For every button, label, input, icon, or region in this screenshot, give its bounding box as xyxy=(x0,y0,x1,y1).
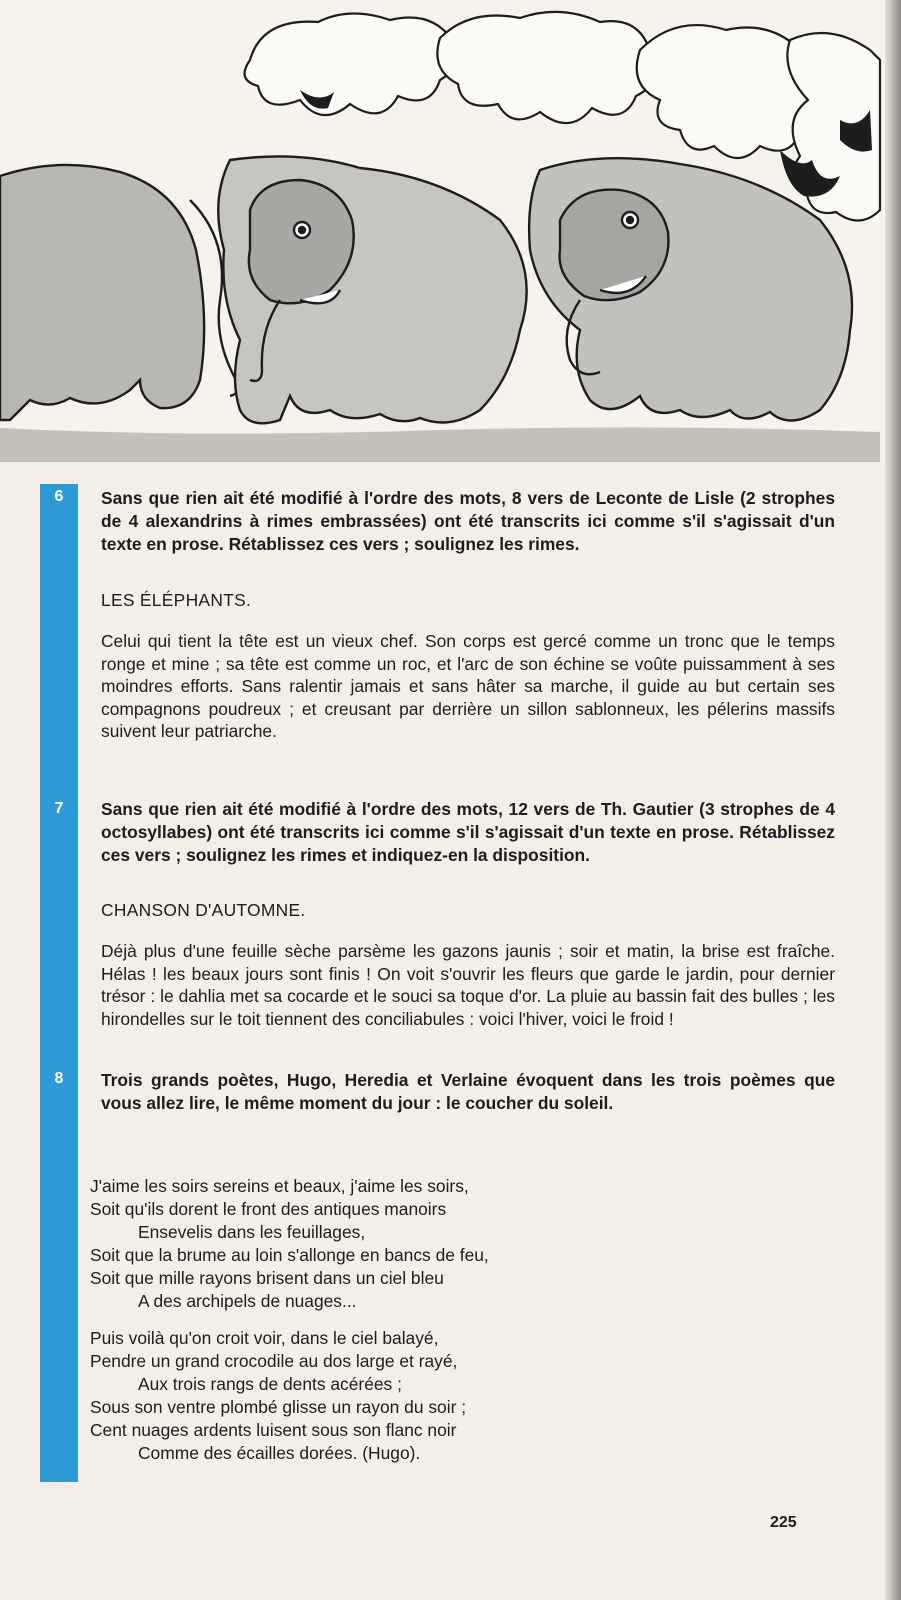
poem-line: Pendre un grand crocodile au dos large et rayé, xyxy=(90,1351,458,1371)
exercise-instruction: Sans que rien ait été modifié à l'ordre des mots, 8 vers de Leconte de Lisle (2 strophes de 4 alexandrins à rimes embrassées) ont été transcrits ici comme s'il s'agissait d'un texte en prose. Rétablissez ces vers ; soulignez les rimes. xyxy=(101,488,835,554)
poem-line: Sous son ventre plombé glisse un rayon du soir ; xyxy=(90,1397,467,1417)
poem-line: Soit que la brume au loin s'allonge en bancs de feu, xyxy=(90,1245,489,1265)
poem-line: Soit que mille rayons brisent dans un ciel bleu xyxy=(90,1268,444,1288)
exercise-number: 8 xyxy=(54,1070,64,1087)
page-number: 225 xyxy=(770,1514,797,1531)
exercise-margin-bar xyxy=(40,484,78,1482)
poem-line: A des archipels de nuages... xyxy=(138,1291,357,1311)
poem xyxy=(90,1175,790,1465)
text-title: LES ÉLÉPHANTS. xyxy=(101,590,252,610)
prose-text: Celui qui tient la tête est un vieux chef. Son corps est gercé comme un tronc que le temps ronge et mine ; sa tête est comme un roc, et l'arc de son échine se voûte puissamment à ses moindres efforts. Sans ralentir jamais et sans hâter sa marche, il guide au but certain ses compagnons poudreux ; et creusant par derrière un sillon sablonneux, les pélerins massifs suivent leur patriarche. xyxy=(101,631,835,741)
exercise-instruction: Trois grands poètes, Hugo, Heredia et Verlaine évoquent dans les trois poèmes que vous allez lire, le même moment du jour : le coucher du soleil. xyxy=(101,1070,835,1113)
page-edge xyxy=(885,0,901,1600)
poem-line: Cent nuages ardents luisent sous son flanc noir xyxy=(90,1420,457,1440)
prose-text: Déjà plus d'une feuille sèche parsème les gazons jaunis ; soir et matin, la brise est fraîche. Hélas ! les beaux jours sont finis ! On voit s'ouvrir les fleurs que garde le jardin, pour dernier trésor : le dahlia met sa cocarde et le souci sa toque d'or. La pluie au bassin fait des bulles ; les hirondelles sur le toit tiennent des conciliabules : voici l'hiver, voici le froid ! xyxy=(101,941,835,1029)
poem-line: Aux trois rangs de dents acérées ; xyxy=(138,1374,402,1394)
poem-line: Comme des écailles dorées. (Hugo). xyxy=(138,1443,421,1463)
poem-line: Soit qu'ils dorent le front des antiques manoirs xyxy=(90,1199,447,1219)
stanza-gap xyxy=(90,1313,790,1327)
exercise-number: 7 xyxy=(54,800,64,817)
exercise-number: 6 xyxy=(54,488,64,505)
exercise-instruction: Sans que rien ait été modifié à l'ordre des mots, 12 vers de Th. Gautier (3 strophes de 4 octosyllabes) ont été transcrits ici comme s'il s'agissait d'un texte en prose. Rétablissez ces vers ; soulignez les rimes et indiquez-en la disposition. xyxy=(101,799,835,865)
elephants-illustration xyxy=(0,0,885,462)
poem-line: Ensevelis dans les feuillages, xyxy=(138,1222,366,1242)
poem-line: J'aime les soirs sereins et beaux, j'aime les soirs, xyxy=(90,1176,469,1196)
poem-line: Puis voilà qu'on croit voir, dans le ciel balayé, xyxy=(90,1328,439,1348)
text-title: CHANSON D'AUTOMNE. xyxy=(101,900,306,920)
